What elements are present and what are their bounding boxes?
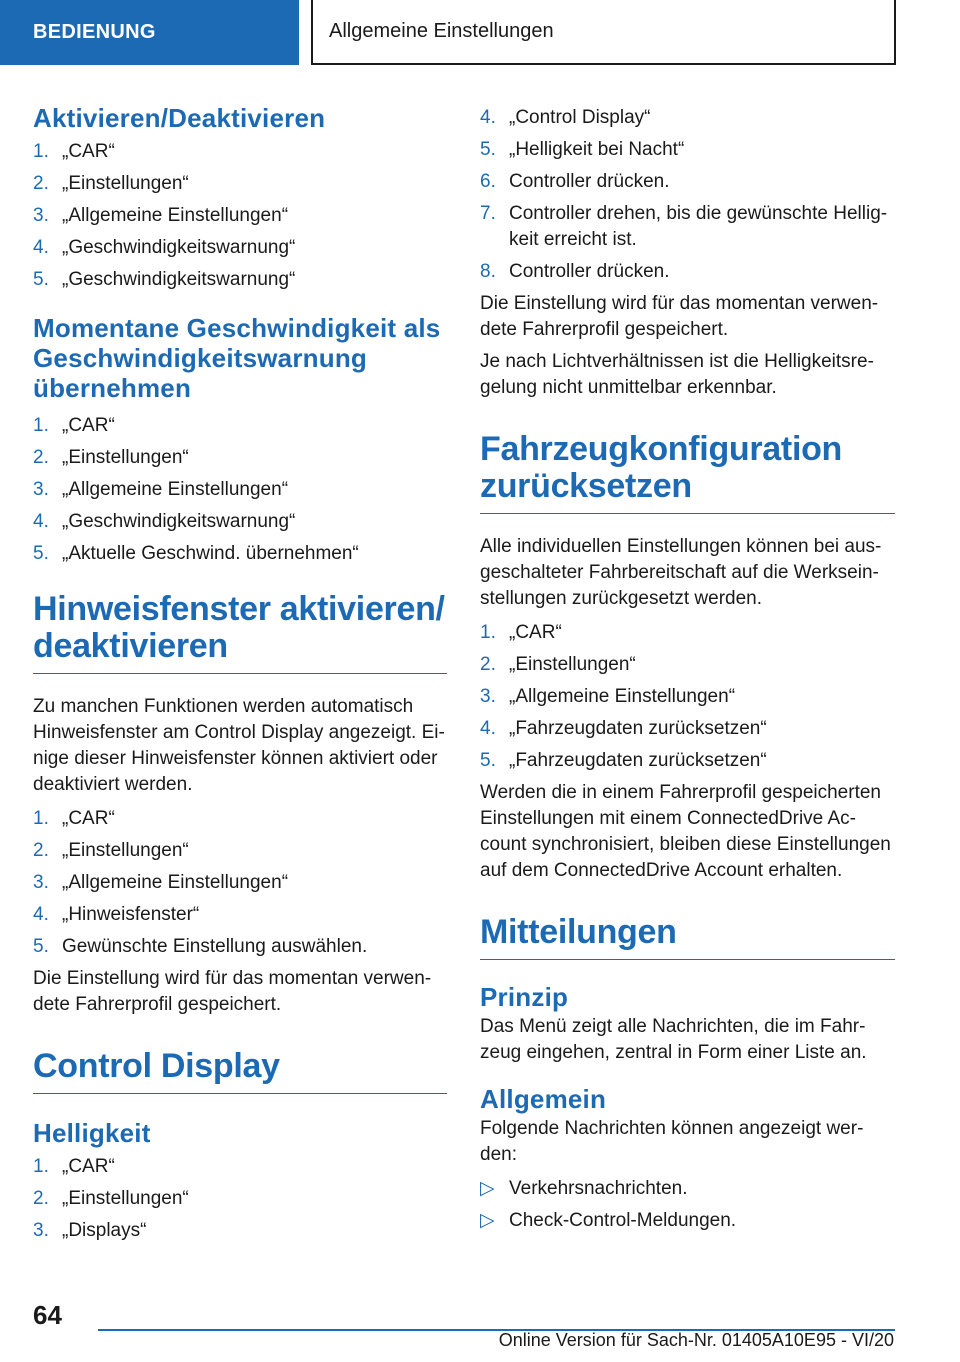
step-number: 4. (480, 107, 496, 128)
list-item (480, 748, 895, 774)
step-number: 1. (33, 808, 49, 829)
prinzip-text (480, 1014, 895, 1066)
step-number: 1. (480, 622, 496, 643)
step-number: 3. (480, 686, 496, 707)
list-item (480, 1176, 895, 1202)
step-number: 2. (33, 840, 49, 861)
list-item (480, 105, 895, 131)
list-item (480, 259, 895, 285)
step-number: 4. (33, 237, 49, 258)
step-number: 3. (33, 1220, 49, 1241)
list-item (33, 934, 447, 960)
text-line: Alle individuellen Einstellungen können bei aus- (480, 536, 882, 557)
text-line: Hinweisfenster am Control Display angezeigt. Ei- (33, 722, 445, 743)
list-item (33, 171, 447, 197)
step-number: 2. (33, 173, 49, 194)
step-text: „Hinweisfenster“ (62, 904, 200, 925)
triangle-bullet-icon: ▷ (480, 1178, 495, 1199)
step-text: Controller drehen, bis die gewünschte Hellig- (509, 203, 888, 224)
step-number: 4. (480, 718, 496, 739)
list-item (480, 201, 895, 253)
step-text: „CAR“ (62, 415, 115, 436)
helligkeit-para-1 (480, 291, 895, 343)
step-text: „Geschwindigkeitswarnung“ (62, 237, 296, 258)
step-text: „Einstellungen“ (62, 447, 189, 468)
step-text: „Einstellungen“ (62, 1188, 189, 1209)
step-number: 5. (480, 139, 496, 160)
heading-fahrzeugkonfiguration (480, 431, 895, 514)
heading-line: deaktivieren (33, 627, 228, 665)
list-item (480, 716, 895, 742)
step-number: 5. (480, 750, 496, 771)
reset-intro (480, 534, 895, 612)
step-number: 3. (33, 479, 49, 500)
step-number: 4. (33, 904, 49, 925)
header-title: Allgemeine Einstellungen (329, 20, 554, 42)
heading-prinzip: Prinzip (480, 982, 569, 1012)
header-section-tab (0, 0, 299, 65)
list-item (33, 902, 447, 928)
page-number: 64 (33, 1300, 62, 1330)
step-text: „CAR“ (62, 1156, 115, 1177)
step-text: „CAR“ (62, 808, 115, 829)
step-number: 3. (33, 872, 49, 893)
heading-mitteilungen: Mitteilungen (480, 914, 895, 960)
step-text: Controller drücken. (509, 261, 670, 282)
list-item (33, 541, 447, 567)
step-number: 5. (33, 543, 49, 564)
step-text: „Fahrzeugdaten zurücksetzen“ (509, 750, 767, 771)
list-item (33, 267, 447, 293)
text-line: dete Fahrerprofil gespeichert. (33, 994, 282, 1015)
step-number: 4. (33, 511, 49, 532)
text-line: deaktiviert werden. (33, 774, 193, 795)
list-item (33, 870, 447, 896)
hinweis-outro (33, 966, 447, 1018)
step-text: „CAR“ (509, 622, 562, 643)
step-text: „Control Display“ (509, 107, 651, 128)
steps-helligkeit-continued (480, 105, 895, 285)
step-text: „Helligkeit bei Nacht“ (509, 139, 685, 160)
step-number: 1. (33, 415, 49, 436)
step-text: „Geschwindigkeitswarnung“ (62, 511, 296, 532)
list-item (33, 413, 447, 439)
step-number: 5. (33, 936, 49, 957)
text-line: stellungen zurückgesetzt werden. (480, 588, 762, 609)
text-line: nige dieser Hinweisfenster können aktiviert oder (33, 748, 438, 769)
list-item (33, 1218, 447, 1244)
heading-line: Fahrzeugkonfiguration (480, 430, 843, 468)
list-item (33, 139, 447, 165)
heading-allgemein: Allgemein (480, 1084, 607, 1114)
allgemein-text (480, 1116, 895, 1168)
text-line: count synchronisiert, bleiben diese Einstellungen (480, 834, 891, 855)
right-column (480, 98, 895, 1240)
header-title-box (311, 0, 896, 65)
step-number: 2. (480, 654, 496, 675)
step-text: „CAR“ (62, 141, 115, 162)
hinweis-intro (33, 694, 447, 798)
step-text: „Allgemeine Einstellungen“ (62, 479, 289, 500)
step-number: 6. (480, 171, 496, 192)
step-number: 2. (33, 447, 49, 468)
heading-momentane (33, 313, 447, 403)
reset-outro (480, 780, 895, 884)
steps-momentane (33, 413, 447, 567)
step-text: Controller drücken. (509, 171, 670, 192)
step-text: „Aktuelle Geschwind. übernehmen“ (62, 543, 359, 564)
step-text: „Fahrzeugdaten zurücksetzen“ (509, 718, 767, 739)
step-text: Gewünschte Einstellung auswählen. (62, 936, 368, 957)
heading-aktivieren: Aktivieren/Deaktivieren (33, 103, 326, 133)
step-text: „Einstellungen“ (62, 840, 189, 861)
left-column (33, 100, 447, 1250)
step-number: 5. (33, 269, 49, 290)
heading-line: Geschwindigkeitswarnung (33, 343, 367, 373)
step-text: „Allgemeine Einstellungen“ (62, 205, 289, 226)
step-number: 3. (33, 205, 49, 226)
text-line: Folgende Nachrichten können angezeigt wer- (480, 1118, 864, 1139)
text-line: Zu manchen Funktionen werden automatisch (33, 696, 414, 717)
heading-control-display: Control Display (33, 1048, 447, 1094)
list-item (33, 838, 447, 864)
heading-helligkeit: Helligkeit (33, 1118, 151, 1148)
bullet-text: Verkehrsnachrichten. (509, 1178, 688, 1199)
step-text: keit erreicht ist. (509, 229, 637, 250)
text-line: Einstellungen mit einem ConnectedDrive Ac- (480, 808, 856, 829)
heading-line: Momentane Geschwindigkeit als (33, 313, 441, 343)
text-line: dete Fahrerprofil gespeichert. (480, 319, 729, 340)
footer-online-version: Online Version für Sach-Nr. 01405A10E95 - VI/20 (498, 1330, 894, 1350)
step-text: „Allgemeine Einstellungen“ (62, 872, 289, 893)
list-item (33, 477, 447, 503)
list-item (480, 684, 895, 710)
text-line: Die Einstellung wird für das momentan verwen- (480, 293, 879, 314)
text-line: gelung nicht unmittelbar erkennbar. (480, 377, 777, 398)
heading-hinweisfenster (33, 591, 447, 674)
step-text: „Allgemeine Einstellungen“ (509, 686, 736, 707)
bullet-text: Check-Control-Meldungen. (509, 1210, 737, 1231)
step-number: 1. (33, 1156, 49, 1177)
step-text: „Einstellungen“ (62, 173, 189, 194)
list-item (33, 445, 447, 471)
helligkeit-para-2 (480, 349, 895, 401)
step-number: 2. (33, 1188, 49, 1209)
list-item (480, 137, 895, 163)
step-number: 1. (33, 141, 49, 162)
text-line: Das Menü zeigt alle Nachrichten, die im Fahr- (480, 1016, 866, 1037)
text-line: Die Einstellung wird für das momentan verwen- (33, 968, 432, 989)
steps-helligkeit (33, 1154, 447, 1244)
heading-line: Hinweisfenster aktivieren/ (33, 590, 445, 628)
step-text: „Einstellungen“ (509, 654, 636, 675)
list-item (480, 1208, 895, 1234)
step-number: 7. (480, 203, 496, 224)
list-item (33, 806, 447, 832)
text-line: den: (480, 1144, 517, 1165)
list-item (480, 652, 895, 678)
list-item (33, 1186, 447, 1212)
list-item (480, 620, 895, 646)
text-line: Werden die in einem Fahrerprofil gespeicherten (480, 782, 881, 803)
list-item (33, 203, 447, 229)
text-line: auf dem ConnectedDrive Account erhalten. (480, 860, 843, 881)
text-line: zeug eingehen, zentral in Form einer Liste an. (480, 1042, 867, 1063)
list-item (480, 169, 895, 195)
text-line: geschalteter Fahrbereitschaft auf die Werksein- (480, 562, 879, 583)
steps-hinweisfenster (33, 806, 447, 960)
list-item (33, 509, 447, 535)
bullets-mitteilungen (480, 1176, 895, 1234)
steps-reset (480, 620, 895, 774)
list-item (33, 1154, 447, 1180)
steps-aktivieren (33, 139, 447, 293)
header-section-label: BEDIENUNG (33, 21, 156, 43)
heading-line: zurücksetzen (480, 467, 692, 505)
heading-line: übernehmen (33, 373, 192, 403)
list-item (33, 235, 447, 261)
step-number: 8. (480, 261, 496, 282)
text-line: Je nach Lichtverhältnissen ist die Helligkeitsre- (480, 351, 874, 372)
step-text: „Geschwindigkeitswarnung“ (62, 269, 296, 290)
step-text: „Displays“ (62, 1220, 147, 1241)
triangle-bullet-icon: ▷ (480, 1210, 495, 1231)
